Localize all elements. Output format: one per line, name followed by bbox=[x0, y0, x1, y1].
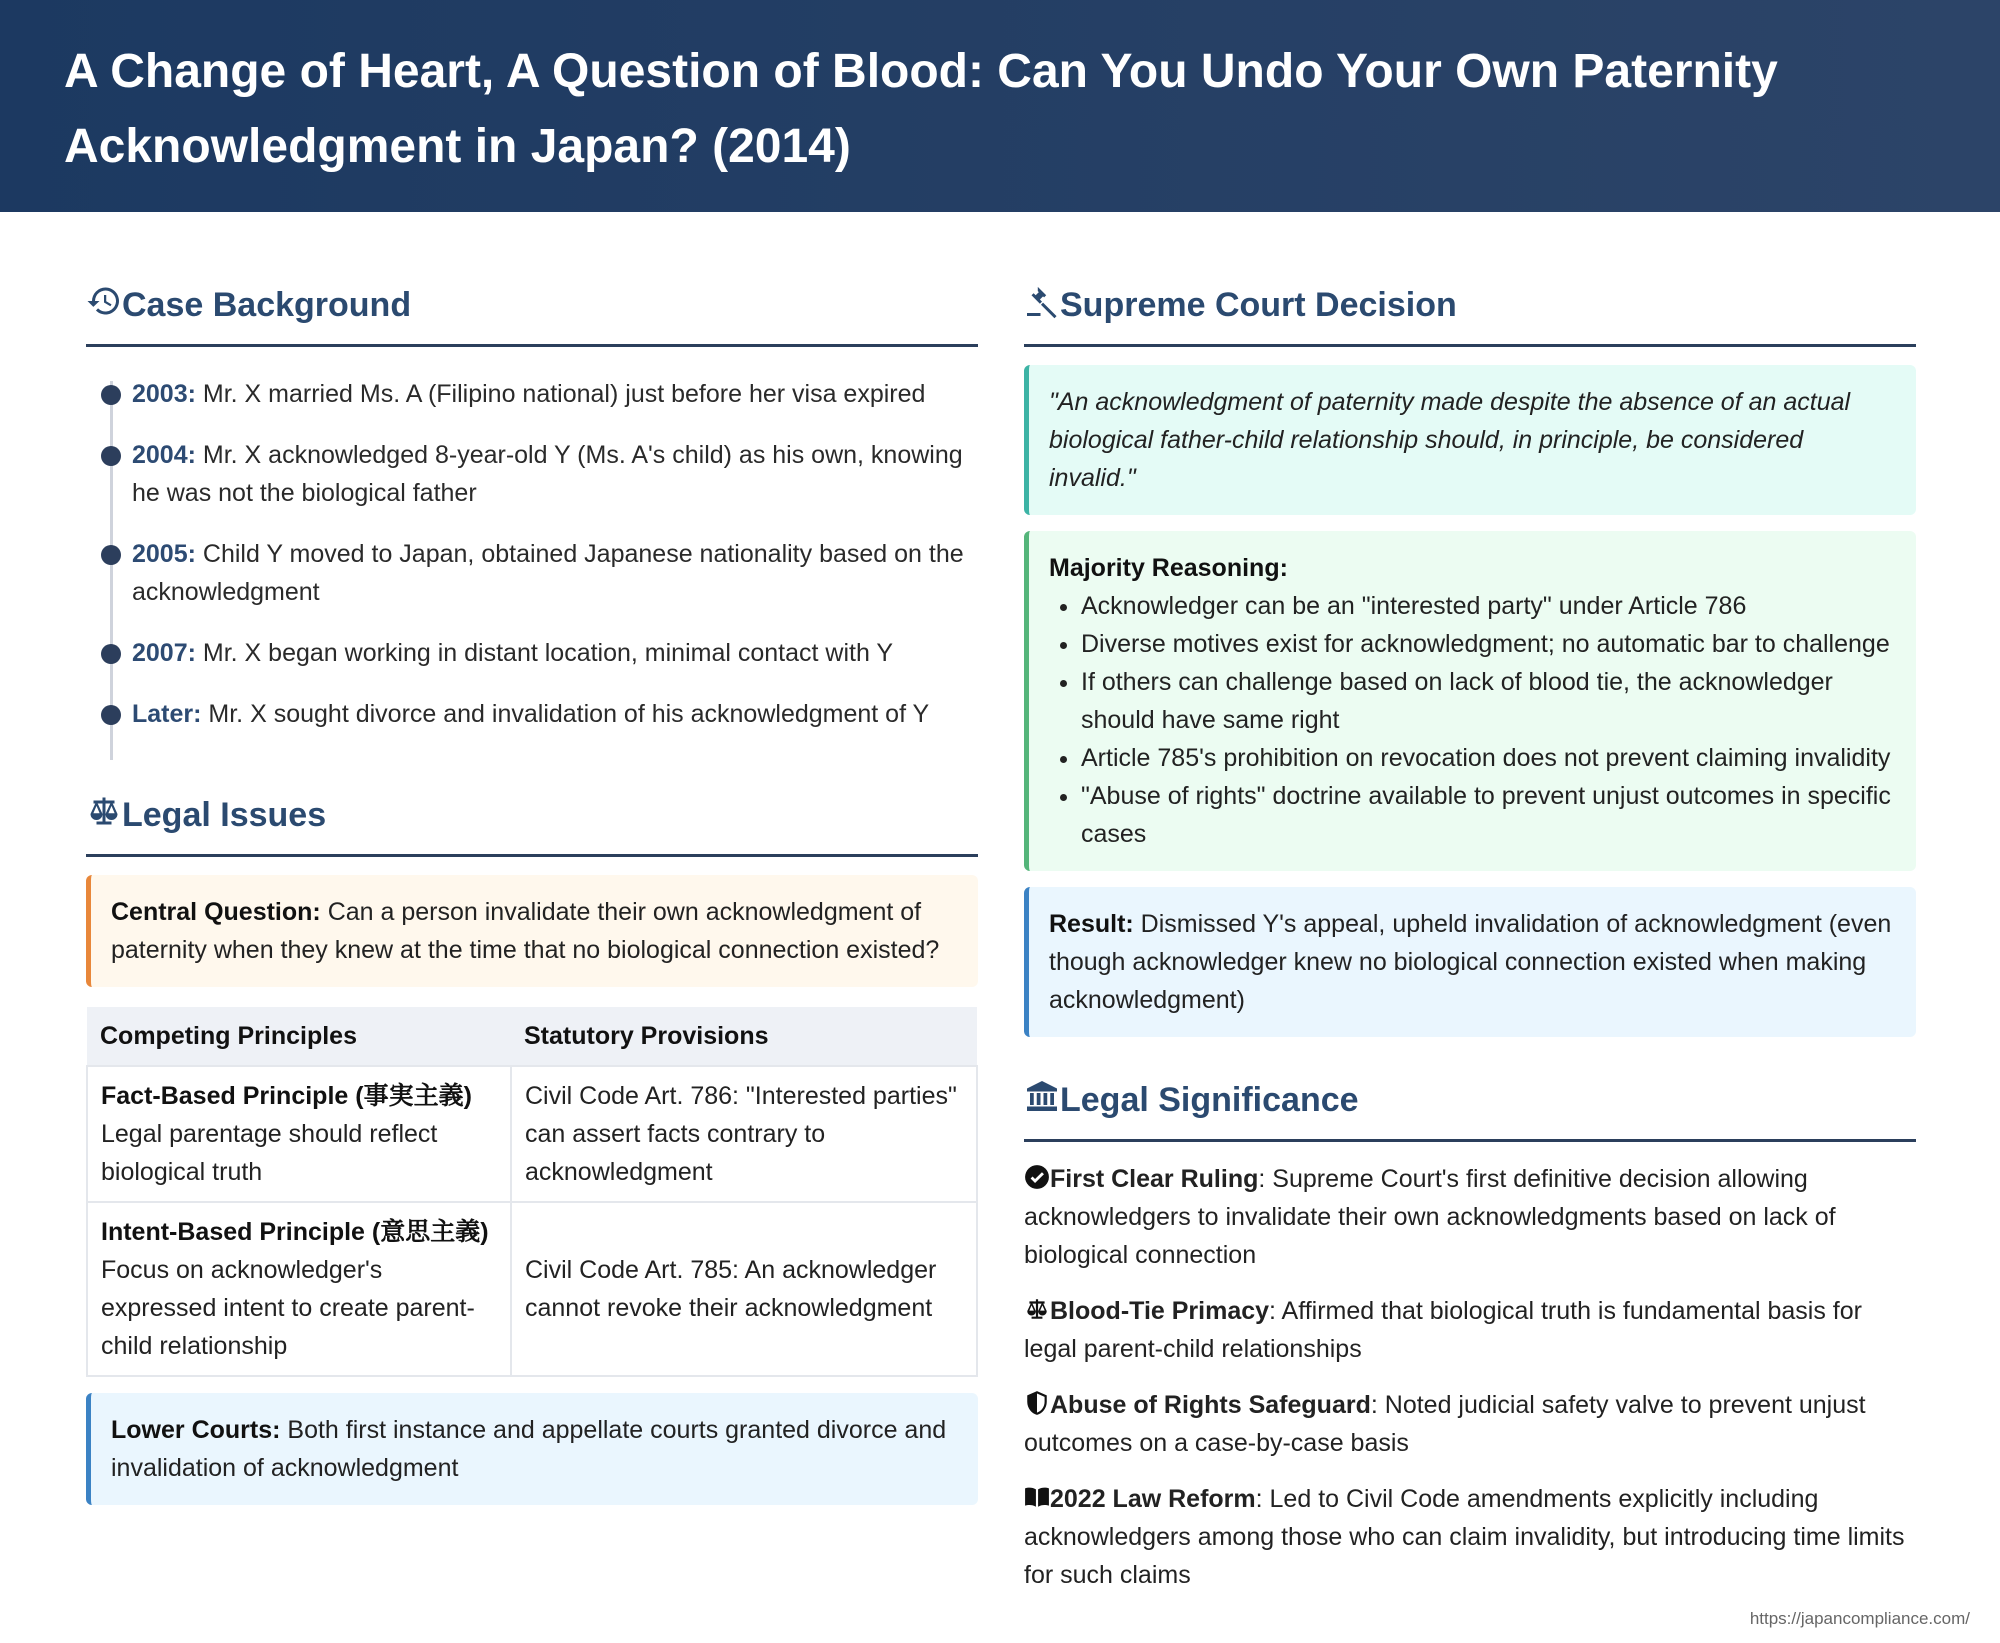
result-text: Dismissed Y's appeal, upheld invalidation of acknowledgment (even though acknowledger knew no biological connection existed when making acknowledgment) bbox=[1049, 910, 1892, 1014]
timeline-item bbox=[86, 634, 978, 672]
footer-url: https://japancompliance.com/ bbox=[1749, 1609, 1970, 1628]
principle-name: Intent-Based Principle (意思主義) bbox=[101, 1218, 489, 1246]
list-item: • Article 785's prohibition on revocation does not prevent claiming invalidity bbox=[1081, 739, 1896, 777]
section-title: Legal Issues bbox=[122, 795, 327, 834]
principle-description: Focus on acknowledger's expressed intent to create parent-child relationship bbox=[101, 1256, 475, 1360]
case-background-heading bbox=[86, 280, 978, 347]
lower-courts-label: Lower Courts: bbox=[111, 1416, 281, 1444]
table-row bbox=[87, 1202, 977, 1376]
decision-heading bbox=[1024, 280, 1916, 347]
timeline-text: Mr. X began working in distant location, minimal contact with Y bbox=[195, 639, 894, 667]
significance-label: First Clear Ruling bbox=[1050, 1165, 1259, 1193]
timeline-item bbox=[86, 535, 978, 611]
timeline-item bbox=[86, 375, 978, 413]
principle-cell bbox=[87, 1202, 511, 1376]
lower-courts-text: Both first instance and appellate courts granted divorce and invalidation of acknowledgment bbox=[111, 1416, 947, 1482]
timeline-item bbox=[86, 695, 978, 733]
page-title: A Change of Heart, A Question of Blood: Can You Undo Your Own Paternity Acknowledgment in Japan? (2014) bbox=[64, 45, 1778, 173]
central-question-text: Can a person invalidate their own acknowledgment of paternity when they knew at the time that no biological connection existed? bbox=[111, 898, 940, 964]
principle-cell bbox=[87, 1066, 511, 1202]
significance-text: : Led to Civil Code amendments explicitly including acknowledgers among those who can claim invalidity, but introducing time limits for such claims bbox=[1024, 1485, 1905, 1589]
central-question-box bbox=[86, 875, 978, 987]
check-circle-icon bbox=[1024, 1163, 1050, 1189]
landmark-icon bbox=[1024, 1078, 1060, 1123]
provision-cell: Civil Code Art. 786: "Interested parties" can assert facts contrary to acknowledgment bbox=[511, 1066, 977, 1202]
significance-item bbox=[1024, 1386, 1916, 1462]
history-icon bbox=[86, 283, 122, 328]
significance-label: Blood-Tie Primacy bbox=[1050, 1297, 1270, 1325]
significance-label: Abuse of Rights Safeguard bbox=[1050, 1391, 1371, 1419]
result-box bbox=[1024, 887, 1916, 1037]
significance-heading bbox=[1024, 1075, 1916, 1142]
timeline-text: Mr. X sought divorce and invalidation of his acknowledgment of Y bbox=[201, 700, 930, 728]
significance-item bbox=[1024, 1160, 1916, 1274]
significance-label: 2022 Law Reform bbox=[1050, 1485, 1256, 1513]
timeline-item bbox=[86, 436, 978, 512]
timeline bbox=[86, 375, 978, 760]
reasoning-list bbox=[1049, 587, 1896, 853]
central-question-label: Central Question: bbox=[111, 898, 321, 926]
section-title: Case Background bbox=[122, 285, 412, 324]
list-item: • If others can challenge based on lack of blood tie, the acknowledger should have same right bbox=[1081, 663, 1896, 739]
principles-table bbox=[86, 1007, 978, 1377]
column-header: Statutory Provisions bbox=[511, 1007, 977, 1066]
timeline-year: 2005: bbox=[132, 540, 196, 568]
significance-text: : Supreme Court's first definitive decision allowing acknowledgers to invalidate their own acknowledgments based on lack of biological connection bbox=[1024, 1165, 1836, 1269]
provision-cell: Civil Code Art. 785: An acknowledger cannot revoke their acknowledgment bbox=[511, 1202, 977, 1376]
gavel-icon bbox=[1024, 283, 1060, 328]
significance-item bbox=[1024, 1292, 1916, 1368]
book-icon bbox=[1024, 1483, 1050, 1509]
timeline-text: Child Y moved to Japan, obtained Japanese nationality based on the acknowledgment bbox=[132, 540, 964, 606]
timeline-year: 2003: bbox=[132, 380, 196, 408]
legal-issues-heading bbox=[86, 790, 978, 857]
result-label: Result: bbox=[1049, 910, 1134, 938]
table-header-row bbox=[87, 1007, 977, 1066]
list-item: • "Abuse of rights" doctrine available to prevent unjust outcomes in specific cases bbox=[1081, 777, 1896, 853]
timeline-text: Mr. X acknowledged 8-year-old Y (Ms. A's child) as his own, knowing he was not the biological father bbox=[132, 441, 963, 507]
principle-description: Legal parentage should reflect biological truth bbox=[101, 1120, 438, 1186]
section-title: Legal Significance bbox=[1060, 1080, 1359, 1119]
right-column bbox=[1024, 280, 1916, 1612]
left-column bbox=[86, 280, 978, 1505]
decision-quote: "An acknowledgment of paternity made despite the absence of an actual biological father-child relationship should, in principle, be considered invalid." bbox=[1049, 388, 1851, 492]
balance-scale-icon bbox=[86, 793, 122, 838]
timeline-year: Later: bbox=[132, 700, 202, 728]
list-item: • Diverse motives exist for acknowledgment; no automatic bar to challenge bbox=[1081, 625, 1896, 663]
shield-icon bbox=[1024, 1389, 1050, 1415]
timeline-year: 2007: bbox=[132, 639, 196, 667]
decision-quote-box bbox=[1024, 365, 1916, 515]
column-header: Competing Principles bbox=[87, 1007, 511, 1066]
table-row bbox=[87, 1066, 977, 1202]
page-header bbox=[0, 0, 2000, 212]
significance-text: : Affirmed that biological truth is fundamental basis for legal parent-child relationships bbox=[1024, 1297, 1862, 1363]
majority-reasoning-box bbox=[1024, 531, 1916, 871]
significance-text: : Noted judicial safety valve to prevent unjust outcomes on a case-by-case basis bbox=[1024, 1391, 1866, 1457]
lower-courts-box bbox=[86, 1393, 978, 1505]
reasoning-label: Majority Reasoning: bbox=[1049, 554, 1288, 582]
balance-scale-icon bbox=[1024, 1295, 1050, 1321]
list-item: • Acknowledger can be an "interested party" under Article 786 bbox=[1081, 587, 1896, 625]
significance-item bbox=[1024, 1480, 1916, 1594]
section-title: Supreme Court Decision bbox=[1060, 285, 1457, 324]
timeline-year: 2004: bbox=[132, 441, 196, 469]
timeline-text: Mr. X married Ms. A (Filipino national) just before her visa expired bbox=[195, 380, 926, 408]
principle-name: Fact-Based Principle (事実主義) bbox=[101, 1082, 472, 1110]
